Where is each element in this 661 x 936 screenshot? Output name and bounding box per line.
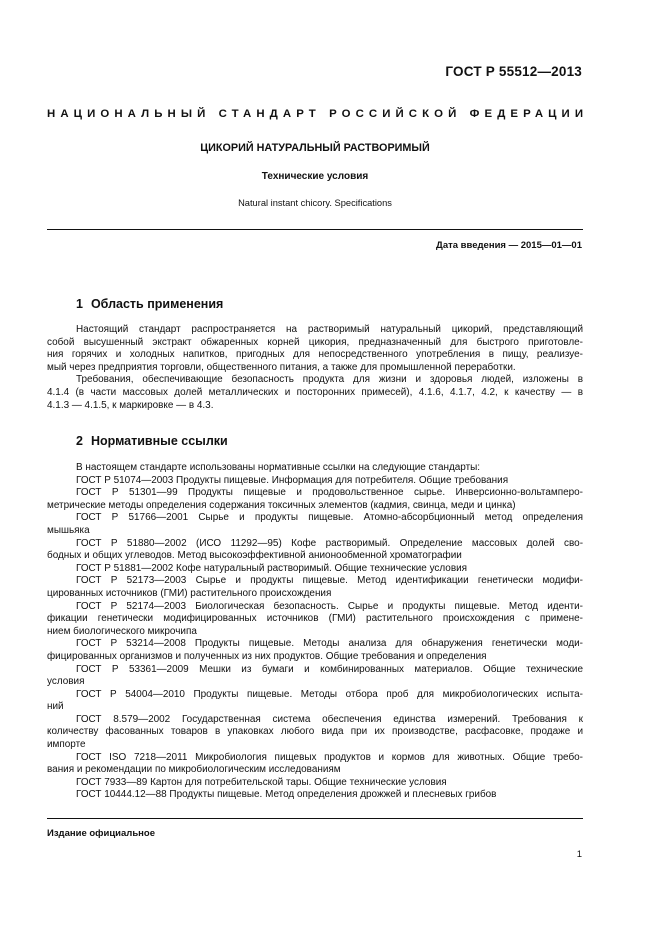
reference-item	[47, 475, 583, 488]
text-line: 4.1.4 (в части массовых долей металлических и посторонних примесей), 4.1.6, 4.1.7, 4.2, к качеству — в	[47, 386, 583, 398]
document-subtitle: Технические условия	[261, 171, 369, 182]
text-line: бодных и общих углеводов. Метод высокоэффективной анионообменной хроматографии	[47, 550, 462, 562]
scope-paragraph	[47, 324, 583, 374]
section-2-body	[47, 462, 583, 802]
section-2-title: Нормативные ссылки	[90, 434, 228, 448]
text-line: ГОСТ Р 51880—2002 (ИСО 11292—95) Кофе растворимый. Определение массовых долей сво-	[76, 537, 583, 549]
text-line: количеству фасованных товаров в упаковках любого вида при их производстве, расфасовке, продаже и	[47, 726, 583, 738]
page-number: 1	[576, 849, 582, 860]
references-intro	[47, 462, 583, 475]
reference-item	[47, 512, 583, 537]
reference-item	[47, 777, 583, 790]
text-line: ГОСТ Р 51074—2003 Продукты пищевые. Информация для потребителя. Общие требования	[76, 474, 509, 486]
reference-item	[47, 664, 583, 689]
text-line: ний	[47, 701, 64, 713]
introduction-date: Дата введения — 2015—01—01	[436, 240, 582, 251]
reference-item	[47, 538, 583, 563]
text-line: фикации генетически модифицированных источников (ГМИ) растительного происхождения с примене-	[47, 613, 583, 625]
document-number: ГОСТ Р 55512—2013	[445, 64, 582, 79]
reference-item	[47, 638, 583, 663]
text-line: ния горячих и холодных напитков, пригодных для непосредственного употребления в пищу, реализуе-	[47, 349, 583, 361]
english-title: Natural instant chicory. Specifications	[238, 198, 392, 208]
header-divider	[47, 229, 583, 230]
text-line: мышьяка	[47, 524, 90, 536]
text-line: Требования, обеспечивающие безопасность продукта для жизни и здоровья людей, изложены в	[76, 374, 583, 386]
text-line: ГОСТ Р 54004—2010 Продукты пищевые. Методы отбора проб для микробиологических испыта-	[76, 688, 583, 700]
text-line: ГОСТ Р 52174—2003 Биологическая безопасность. Сырье и продукты пищевые. Метод иденти-	[76, 600, 583, 612]
text-line: вания и рекомендации по микробиологическим исследованиям	[47, 764, 341, 776]
reference-item	[47, 689, 583, 714]
reference-item	[47, 714, 583, 752]
text-line: Настоящий стандарт распространяется на растворимый натуральный цикорий, представляющий	[76, 324, 583, 335]
text-line: цированных источников (ГМИ) растительного происхождения	[47, 587, 332, 599]
official-edition-label: Издание официальное	[47, 828, 155, 839]
text-line: мый через предприятия торговли, общественного питания, а также для промышленной переработки.	[47, 361, 516, 373]
text-line: условия	[47, 676, 85, 688]
text-line: ГОСТ 10444.12—88 Продукты пищевые. Метод определения дрожжей и плесневых грибов	[76, 789, 497, 801]
text-line: В настоящем стандарте использованы нормативные ссылки на следующие стандарты:	[76, 462, 481, 473]
text-line: ГОСТ 7933—89 Картон для потребительской тары. Общие технические условия	[76, 776, 447, 788]
section-1-body	[47, 324, 583, 412]
section-1-number: 1	[76, 297, 83, 311]
reference-item	[47, 789, 583, 802]
text-line: ГОСТ Р 51301—99 Продукты пищевые и продовольственное сырье. Инверсионно-вольтамперо-	[76, 487, 583, 499]
reference-item	[47, 601, 583, 639]
reference-item	[47, 487, 583, 512]
text-line: ГОСТ 8.579—2002 Государственная система обеспечения единства измерений. Требования к	[76, 713, 583, 725]
section-1-title: Область применения	[90, 297, 224, 311]
text-line: ГОСТ Р 53361—2009 Мешки из бумаги и комбинированных материалов. Общие технические	[76, 663, 583, 675]
text-line: собой высушенный экстракт обжаренных корней цикория, предназначенный для быстрого приготовле-	[47, 336, 583, 348]
safety-paragraph	[47, 374, 583, 412]
text-line: ГОСТ Р 51881—2002 Кофе натуральный растворимый. Общие технические условия	[76, 562, 468, 574]
standard-banner: НАЦИОНАЛЬНЫЙ СТАНДАРТ РОССИЙСКОЙ ФЕДЕРАЦИИ	[47, 108, 589, 120]
document-title: ЦИКОРИЙ НАТУРАЛЬНЫЙ РАСТВОРИМЫЙ	[200, 142, 430, 154]
text-line: метрические методы определения содержания токсичных элементов (кадмия, свинца, меди и цинка)	[47, 499, 516, 511]
reference-item	[47, 752, 583, 777]
section-2-number: 2	[76, 434, 83, 448]
text-line: ГОСТ Р 51766—2001 Сырье и продукты пищевые. Атомно-абсорбционный метод определения	[76, 512, 583, 524]
footer-divider	[47, 818, 583, 819]
section-2-heading	[76, 434, 228, 448]
text-line: ГОСТ Р 52173—2003 Сырье и продукты пищевые. Метод идентификации генетически модифи-	[76, 575, 583, 587]
text-line: импорте	[47, 739, 86, 751]
reference-item	[47, 563, 583, 576]
section-1-heading	[76, 297, 223, 311]
text-line: фицированных организмов и полученных из них продуктов. Общие требования и определения	[47, 650, 487, 662]
text-line: ГОСТ Р 53214—2008 Продукты пищевые. Методы анализа для обнаружения генетически моди-	[76, 638, 583, 650]
reference-item	[47, 575, 583, 600]
text-line: 4.1.3 — 4.1.5, к маркировке — в 4.3.	[47, 399, 214, 411]
text-line: ГОСТ ISO 7218—2011 Микробиология пищевых продуктов и кормов для животных. Общие требо-	[76, 751, 583, 763]
text-line: нием биологического микрочипа	[47, 625, 197, 637]
